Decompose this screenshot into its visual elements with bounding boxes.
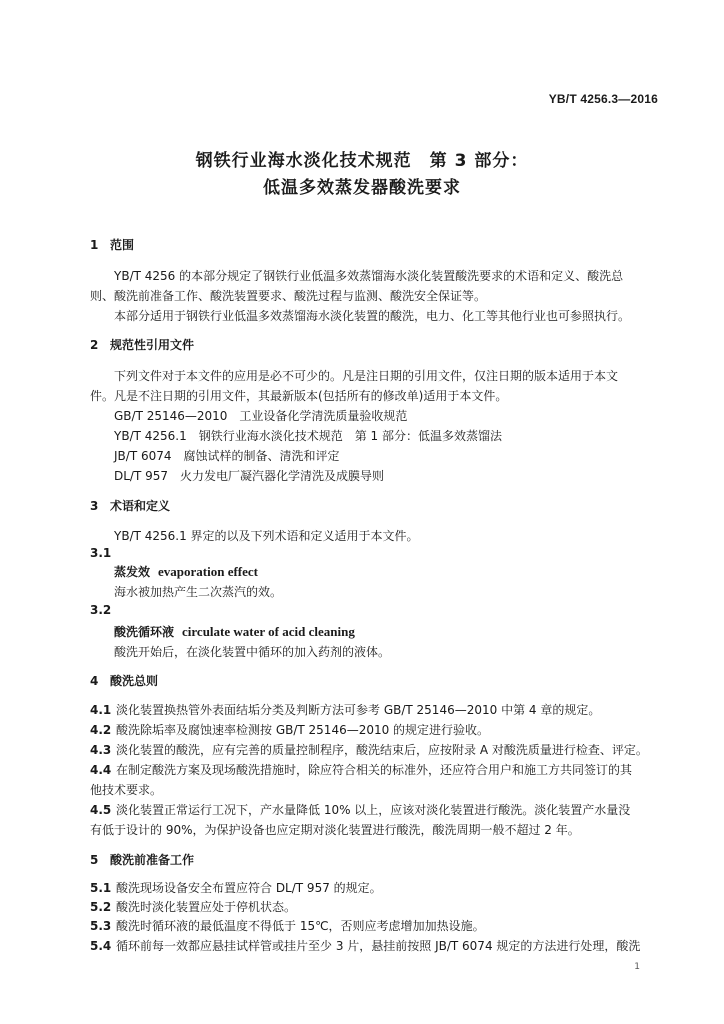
section-1-heading [90,236,134,253]
clause-number: 5.4 [90,939,112,953]
paragraph: 下列文件对于本文件的应用是必不可少的。凡是注日期的引用文件，仅注日期的版本适用于本文 [114,369,619,383]
reference-item: GB/T 25146—2010 工业设备化学清洗质量验收规范 [114,409,408,423]
section-2-heading [90,336,194,353]
clause-number: 4.2 [90,723,112,737]
paragraph: 则、酸洗前准备工作、酸洗装置要求、酸洗过程与监测、酸洗安全保证等。 [90,289,487,303]
title-line-2: 低温多效蒸发器酸洗要求 [263,178,461,198]
section-5-heading [90,851,194,868]
clause-text: 循环前每一效都应悬挂试样管或挂片至少 3 片，悬挂前按照 JB/T 6074 规定的方法进行处理，酸洗 [116,939,641,953]
clause-text: 酸洗时循环液的最低温度不得低于 15℃，否则应考虑增加加热设施。 [116,919,485,933]
paragraph: 本部分适用于钢铁行业低温多效蒸馏海水淡化装置的酸洗，电力、化工等其他行业也可参照执行。 [114,309,631,323]
section-title: 酸洗前准备工作 [110,853,195,867]
term-en: evaporation effect [158,564,259,579]
clause [90,916,662,936]
term-definition: 海水被加热产生二次蒸汽的效。 [114,585,283,599]
section-number: 3 [90,499,99,513]
term-number: 3.2 [90,603,112,617]
section-title: 术语和定义 [110,499,171,513]
page-number: 1 [634,962,640,972]
paragraph: 件。凡是不注日期的引用文件，其最新版本(包括所有的修改单)适用于本文件。 [90,389,508,403]
clause [90,897,662,917]
clause [90,740,662,760]
term-zh: 蒸发效 [114,565,151,579]
title-line-1: 钢铁行业海水淡化技术规范 第 3 部分： [195,151,529,171]
clause-text: 在制定酸洗方案及现场酸洗措施时，除应符合相关的标准外，还应符合用户和施工方共同签订的其 [116,763,633,777]
clause-number: 4.5 [90,803,112,817]
term-en: circulate water of acid cleaning [182,624,355,639]
section-number: 4 [90,674,99,688]
clause [90,720,662,740]
clause-text: 淡化装置正常运行工况下，产水量降低 10% 以上，应该对淡化装置进行酸洗。淡化装置产水量没 [116,803,631,817]
clause-continuation: 有低于设计的 90%，为保护设备也应定期对淡化装置进行酸洗，酸洗周期一般不超过 2 年。 [90,823,580,837]
term-zh: 酸洗循环液 [114,625,175,639]
clause-number: 5.3 [90,919,112,933]
term-number: 3.1 [90,546,112,560]
clause-text: 酸洗除垢率及腐蚀速率检测按 GB/T 25146—2010 的规定进行验收。 [116,723,490,737]
reference-item: YB/T 4256.1 钢铁行业海水淡化技术规范 第 1 部分：低温多效蒸馏法 [114,429,503,443]
clause-number: 4.4 [90,763,112,777]
term-entry [114,563,258,580]
section-number: 1 [90,238,99,252]
clause-text: 淡化装置的酸洗，应有完善的质量控制程序，酸洗结束后，应按附录 A 对酸洗质量进行检查、评定。 [116,743,648,757]
clause-number: 5.2 [90,900,112,914]
paragraph: YB/T 4256 的本部分规定了钢铁行业低温多效蒸馏海水淡化装置酸洗要求的术语和定义、酸洗总 [114,269,624,283]
clause-number: 4.1 [90,703,112,717]
section-number: 5 [90,853,99,867]
clause-text: 酸洗现场设备安全布置应符合 DL/T 957 的规定。 [116,881,382,895]
term-entry [114,623,355,640]
clause [90,800,662,820]
clause [90,700,662,720]
reference-item: DL/T 957 火力发电厂凝汽器化学清洗及成膜导则 [114,469,385,483]
section-title: 范围 [110,238,135,252]
section-3-heading [90,497,170,514]
section-4-heading [90,672,158,689]
clause-text: 酸洗时淡化装置应处于停机状态。 [116,900,297,914]
term-definition: 酸洗开始后，在淡化装置中循环的加入药剂的液体。 [114,645,391,659]
clause-continuation: 他技术要求。 [90,783,163,797]
reference-item: JB/T 6074 腐蚀试样的制备、清洗和评定 [114,449,340,463]
standard-number: YB/T 4256.3—2016 [548,92,658,106]
clause [90,936,662,956]
clause-number: 4.3 [90,743,112,757]
section-number: 2 [90,338,99,352]
clause-number: 5.1 [90,881,112,895]
clause-text: 淡化装置换热管外表面结垢分类及判断方法可参考 GB/T 25146—2010 中第 4 章的规定。 [116,703,601,717]
section-title: 规范性引用文件 [110,338,195,352]
clause [90,760,662,780]
section-title: 酸洗总则 [110,674,159,688]
paragraph: YB/T 4256.1 界定的以及下列术语和定义适用于本文件。 [114,529,419,543]
clause [90,878,662,898]
